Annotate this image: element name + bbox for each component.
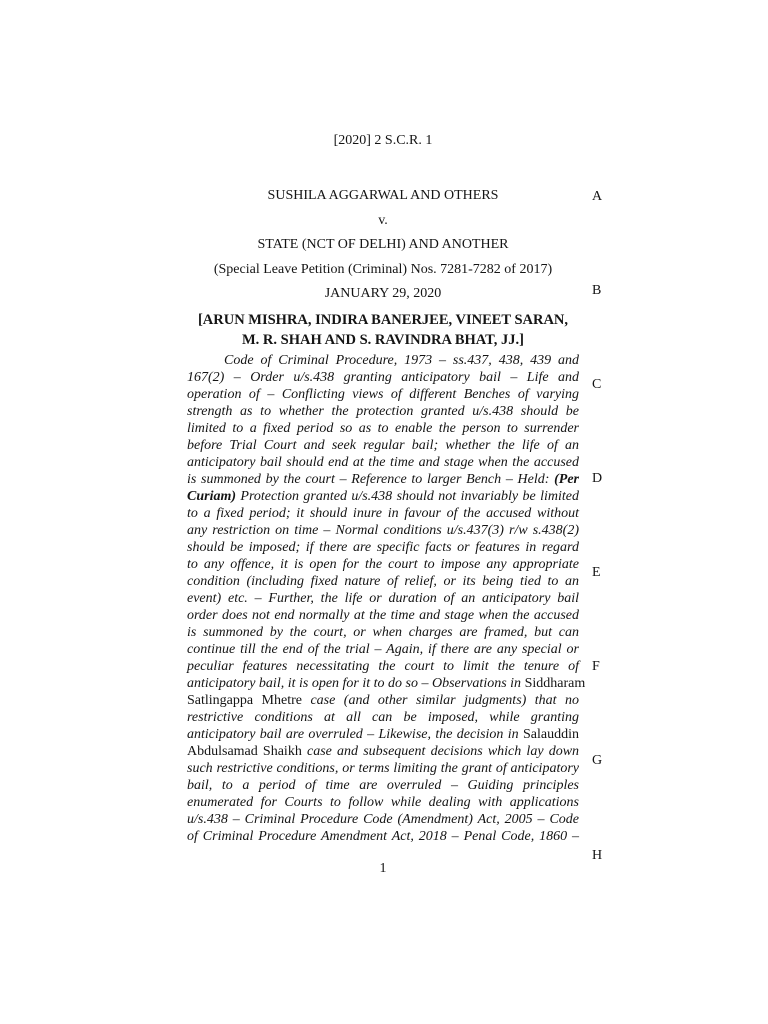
- petitioner-name: SUSHILA AGGARWAL AND OTHERS: [267, 188, 499, 203]
- per-curiam-label: (Per: [554, 472, 579, 487]
- case-name: Satlingappa Mhetre: [187, 693, 302, 708]
- petition-number: (Special Leave Petition (Criminal) Nos. 7281-7282 of 2017): [213, 262, 553, 277]
- bench-judges: [187, 310, 579, 350]
- headnote-line: Code of Criminal Procedure, 1973 – ss.437, 438, 439 and: [224, 353, 579, 368]
- citation: [2020] 2 S.C.R. 1: [333, 133, 433, 148]
- headnote-line: strength as to whether the protection granted u/s.438 should be: [187, 404, 579, 419]
- versus: v.: [378, 213, 388, 228]
- headnote-line: condition (including fixed nature of relief, or its being tied to an: [187, 574, 579, 589]
- margin-letter-f: F: [592, 659, 600, 674]
- margin-letter-e: E: [592, 565, 601, 580]
- headnote-line: enumerated for Courts to follow while dealing with applications: [187, 795, 579, 810]
- margin-letter-b: B: [592, 283, 602, 298]
- headnote-line: any restriction on time – Normal conditions u/s.437(3) r/w s.438(2): [187, 523, 579, 538]
- margin-letter-h: H: [592, 848, 603, 863]
- headnote-line: [187, 488, 579, 505]
- page-number: 1: [379, 861, 387, 876]
- headnote-line: is summoned by the court, or when charges are framed, but can: [187, 625, 579, 640]
- per-curiam-label: Curiam): [187, 489, 237, 504]
- headnote-line: should be imposed; if there are specific facts or features in regard: [187, 540, 579, 555]
- headnote-line: operation of – Conflicting views of different Benches of varying: [187, 387, 579, 402]
- margin-letter-a: A: [592, 189, 603, 204]
- headnote-line: bail, to a period of time are overruled – Guiding principles: [187, 778, 579, 793]
- judges-line-2: M. R. SHAH AND S. RAVINDRA BHAT, JJ.]: [242, 332, 524, 348]
- headnote-line: [187, 471, 579, 488]
- headnote-text: case and subsequent decisions which lay down: [307, 744, 580, 759]
- judges-line-1: [ARUN MISHRA, INDIRA BANERJEE, VINEET SARAN,: [197, 312, 569, 328]
- headnote-line: [187, 726, 579, 743]
- judgment-date: JANUARY 29, 2020: [324, 286, 442, 301]
- case-name: Salauddin: [523, 727, 579, 742]
- headnote-text: anticipatory bail, it is open for it to do so – Observations in: [187, 676, 522, 691]
- headnote-line: [187, 675, 586, 692]
- headnote-text: anticipatory bail are overruled – Likewise, the decision in: [187, 727, 519, 742]
- headnote-line: such restrictive conditions, or terms limiting the grant of anticipatory: [187, 761, 579, 776]
- headnote-line: peculiar features necessitating the court to limit the tenure of: [187, 659, 579, 674]
- headnote-text: is summoned by the court – Reference to larger Bench – Held:: [187, 472, 550, 487]
- headnote-text: case (and other similar judgments) that no: [310, 693, 580, 708]
- headnote-line: [187, 743, 579, 760]
- headnote-line: anticipatory bail should end at the time and stage when the accused: [187, 455, 579, 470]
- headnote-line: before Trial Court and seek regular bail; whether the life of an: [187, 438, 579, 453]
- case-name: Abdulsamad Shaikh: [187, 744, 302, 759]
- margin-letter-g: G: [592, 753, 603, 768]
- respondent-name: STATE (NCT OF DELHI) AND ANOTHER: [257, 237, 509, 252]
- headnote-line: limited to a fixed period so as to enable the person to surrender: [187, 421, 579, 436]
- headnote-line: of Criminal Procedure Amendment Act, 2018 – Penal Code, 1860 –: [187, 829, 579, 844]
- margin-letter-d: D: [592, 471, 603, 486]
- headnote: [187, 352, 586, 845]
- headnote-line: continue till the end of the trial – Again, if there are any special or: [187, 642, 579, 657]
- headnote-line: order does not end normally at the time and stage when the accused: [187, 608, 579, 623]
- headnote-line: u/s.438 – Criminal Procedure Code (Amendment) Act, 2005 – Code: [187, 812, 579, 827]
- headnote-line: to any offence, it is open for the court to impose any appropriate: [187, 557, 579, 572]
- margin-letter-c: C: [592, 377, 602, 392]
- headnote-line: [187, 692, 579, 709]
- headnote-line: to a fixed period; it should inure in favour of the accused without: [187, 506, 579, 521]
- case-name: Siddharam: [524, 676, 586, 691]
- headnote-line: 167(2) – Order u/s.438 granting anticipatory bail – Life and: [187, 370, 579, 385]
- headnote-line: restrictive conditions at all can be imposed, while granting: [187, 710, 579, 725]
- headnote-line: event) etc. – Further, the life or duration of an anticipatory bail: [187, 591, 579, 606]
- headnote-text: Protection granted u/s.438 should not invariably be limited: [240, 489, 580, 504]
